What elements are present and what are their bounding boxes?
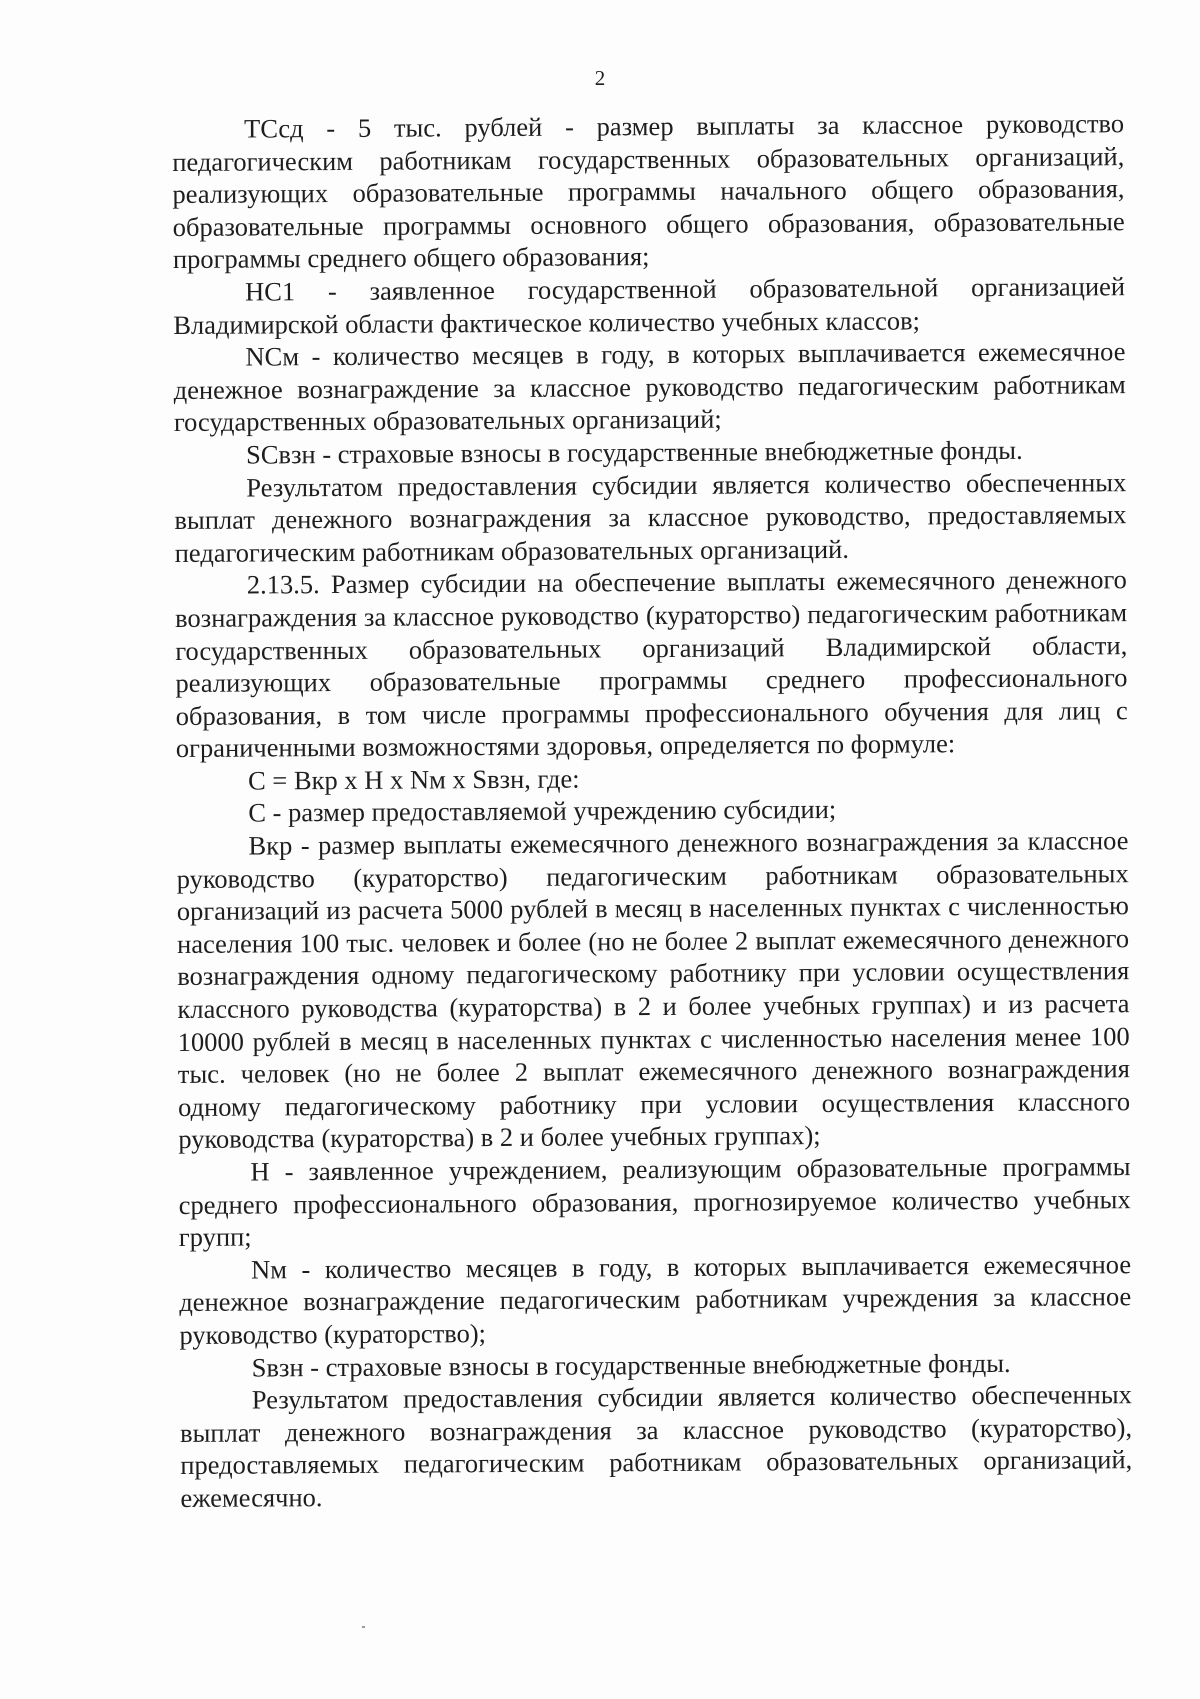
paragraph-c-definition: С - размер предоставляемой учреждению субсидии; — [248, 794, 837, 829]
paragraph-result-1: Результатом предоставления субсидии является количество обеспеченных выплат денежного вознаграждения за классное руководство, предоставляемых педагогическим работникам образовательных организаций. — [174, 466, 1127, 568]
scan-speck — [362, 1626, 365, 1628]
paragraph-formula: С = Вкр х Н х Nм х Sвзн, где: — [247, 763, 580, 796]
paragraph-section-2-13-5: 2.13.5. Размер субсидии на обеспечение выплаты ежемесячного денежного вознаграждения за классное руководство (кураторство) педагогическим работникам государственных образовательных организаций Владимирской области, реализующих образовательные программы среднего профессионального образования, в том числе программы профессионального обучения для лиц с ограниченными возможностями здоровья, определяется по формуле: — [174, 564, 1128, 764]
page-number: 2 — [594, 66, 606, 90]
paragraph-n-definition: Н - заявленное учреждением, реализующим образовательные программы среднего профессионального образования, прогнозируемое количество учебных групп; — [178, 1151, 1131, 1253]
document-body — [172, 107, 1133, 1514]
paragraph-vkr-definition: Вкр - размер выплаты ежемесячного денежного вознаграждения за классное руководство (кураторство) педагогическим работникам образовательных организаций из расчета 5000 рублей в месяц в населенных пунктах с численностью населения 100 тыс. человек и более (но не более 2 выплат ежемесячного денежного вознаграждения одному педагогическому работнику при условии осуществления классного руководства (кураторства) в 2 и более учебных группах) и из расчета 10000 рублей в месяц в населенных пунктах с численностью населения менее 100 тыс. человек (но не более 2 выплат ежемесячного денежного вознаграждения одному педагогическому работнику при условии осуществления классного руководства (кураторства) в 2 и более учебных группах); — [176, 825, 1131, 1155]
paragraph-nm-definition: Nм - количество месяцев в году, в которых выплачивается ежемесячное денежное вознаграждение педагогическим работникам учреждения за классное руководство (кураторство); — [179, 1248, 1132, 1350]
paragraph-svzn-definition-2: Sвзн - страховые взносы в государственные внебюджетные фонды. — [251, 1347, 1011, 1383]
paragraph-svzn-definition: SСвзн - страховые взносы в государственные внебюджетные фонды. — [245, 434, 1023, 470]
paragraph-ns1-definition: НС1 - заявленное государственной образовательной организацией Владимирской области фактическое количество учебных классов; — [173, 271, 1126, 340]
paragraph-result-2: Результатом предоставления субсидии является количество обеспеченных выплат денежного вознаграждения за классное руководство (кураторство), предоставляемых педагогическим работникам образовательных организаций, ежемесячно. — [179, 1379, 1133, 1513]
paragraph-nsm-definition: NСм - количество месяцев в году, в которых выплачивается ежемесячное денежное вознаграждение за классное руководство педагогическим работникам государственных образовательных организаций; — [173, 336, 1126, 438]
paragraph-tssd-definition: ТСсд - 5 тыс. рублей - размер выплаты за классное руководство педагогическим работникам государственных образовательных организаций, реализующих образовательные программы начального общего образования, образовательные программы основного общего образования, образовательные программы среднего общего образования; — [172, 108, 1125, 275]
